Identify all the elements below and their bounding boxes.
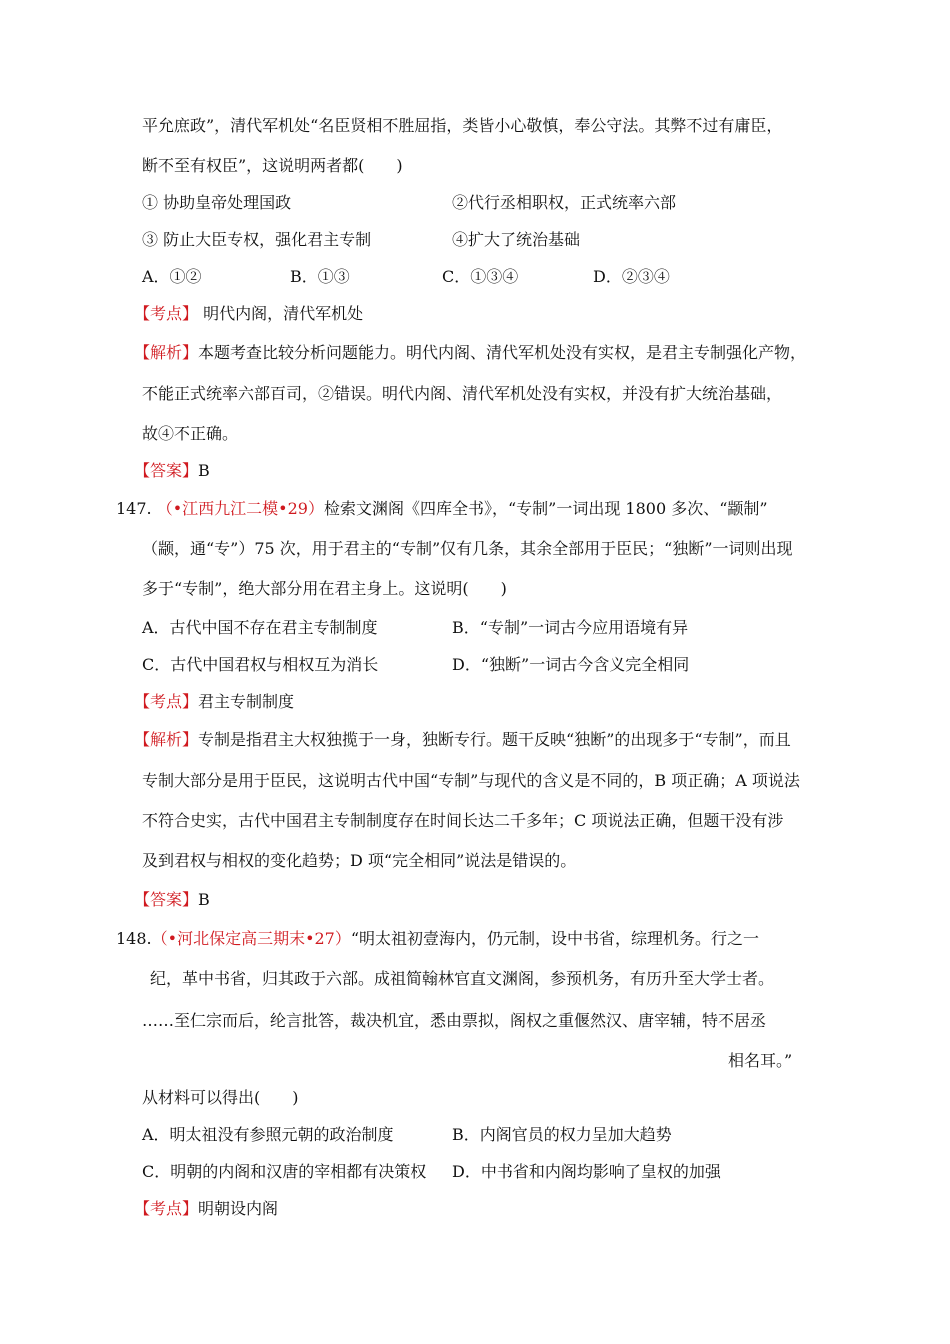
q146-jiexi-line-1 bbox=[134, 342, 806, 364]
question-source: （•河北保定高三期末•27） bbox=[151, 929, 351, 948]
question-number: 148. bbox=[116, 929, 152, 948]
daan-label: 【答案】 bbox=[134, 890, 199, 909]
q146-stem-line-1: 平允庶政”，清代军机处“名臣贤相不胜屈指，类皆小心敬慎，奉公守法。其弊不过有庸臣， bbox=[142, 116, 783, 135]
q147-jiexi-line-4: 及到君权与相权的变化趋势；D 项“完全相同”说法是错误的。 bbox=[142, 851, 577, 870]
kaodian-label: 【考点】 bbox=[134, 304, 199, 323]
daan-label: 【答案】 bbox=[134, 461, 199, 480]
q146-item-2: ②代行丞相职权，正式统率六部 bbox=[452, 193, 677, 212]
jiexi-text: 专制是指君主大权独揽于一身，独断专行。题干反映“独断”的出现多于“专制”，而且 bbox=[198, 730, 791, 749]
q147-option-c: C．古代中国君权与相权互为消长 bbox=[142, 655, 379, 674]
q146-item-3: ③ 防止大臣专权，强化君主专制 bbox=[142, 230, 372, 249]
q148-kaodian bbox=[134, 1198, 278, 1220]
q148-stem-line-1 bbox=[116, 928, 759, 950]
q147-stem-line-1 bbox=[116, 498, 768, 520]
q146-option-d: D．②③④ bbox=[593, 267, 670, 286]
q148-option-d: D．中书省和内阁均影响了皇权的加强 bbox=[452, 1162, 721, 1181]
stem-text: “明太祖初壹海内，仍元制，设中书省，综理机务。行之一 bbox=[350, 929, 760, 948]
q147-stem-line-3: 多于“专制”，绝大部分用在君主身上。这说明( ) bbox=[142, 579, 507, 598]
q148-question: 从材料可以得出( ) bbox=[142, 1088, 299, 1107]
q146-jiexi-line-3: 故④不正确。 bbox=[142, 424, 239, 443]
q147-option-a: A．古代中国不存在君主专制制度 bbox=[142, 618, 378, 637]
jiexi-label: 【解析】 bbox=[134, 730, 199, 749]
q146-option-c: C．①③④ bbox=[442, 267, 519, 286]
q146-jiexi-line-2: 不能正式统率六部百司，②错误。明代内阁、清代军机处没有实权，并没有扩大统治基础， bbox=[142, 384, 783, 403]
q146-daan bbox=[134, 460, 210, 482]
q146-option-b: B．①③ bbox=[290, 267, 350, 286]
q147-daan bbox=[134, 889, 210, 911]
kaodian-text: 君主专制制度 bbox=[198, 692, 295, 711]
q146-kaodian bbox=[134, 303, 363, 325]
q147-stem-line-2: （颛，通“专”）75 次，用于君主的“专制”仅有几条，其余全部用于臣民；“独断”一词则出现 bbox=[142, 539, 793, 558]
jiexi-label: 【解析】 bbox=[134, 343, 199, 362]
kaodian-text: 明代内阁，清代军机处 bbox=[198, 304, 364, 323]
q148-option-c: C．明朝的内阁和汉唐的宰相都有决策权 bbox=[142, 1162, 427, 1181]
q148-stem-line-3: ……至仁宗而后，纶言批答，裁决机宜，悉由票拟，阁权之重偃然汉、唐宰辅，特不居丞 bbox=[142, 1011, 767, 1030]
q147-option-b: B．“专制”一词古今应用语境有异 bbox=[452, 618, 689, 637]
q146-item-4: ④扩大了统治基础 bbox=[452, 230, 581, 249]
jiexi-text: 本题考查比较分析问题能力。明代内阁、清代军机处没有实权，是君主专制强化产物， bbox=[198, 343, 807, 362]
daan-text: B bbox=[198, 890, 210, 909]
q148-stem-line-2: 纪，革中书省，归其政于六部。成祖简翰林官直文渊阁，参预机务，有历升至大学士者。 bbox=[150, 969, 775, 988]
q148-option-a: A．明太祖没有参照元朝的政治制度 bbox=[142, 1125, 394, 1144]
q147-kaodian bbox=[134, 691, 294, 713]
q146-item-1: ① 协助皇帝处理国政 bbox=[142, 193, 292, 212]
kaodian-label: 【考点】 bbox=[134, 1199, 199, 1218]
q146-option-a: A．①② bbox=[142, 267, 202, 286]
question-number: 147. bbox=[116, 499, 152, 518]
q148-stem-line-4: 相名耳。” bbox=[728, 1051, 793, 1070]
q147-option-d: D．“独断”一词古今含义完全相同 bbox=[452, 655, 690, 674]
daan-text: B bbox=[198, 461, 210, 480]
q147-jiexi-line-2: 专制大部分是用于臣民，这说明古代中国“专制”与现代的含义是不同的，B 项正确；A 项说法 bbox=[142, 771, 800, 790]
kaodian-text: 明朝设内阁 bbox=[198, 1199, 279, 1218]
q147-jiexi-line-3: 不符合史实，古代中国君主专制制度存在时间长达二千多年；C 项说法正确，但题干没有涉 bbox=[142, 811, 784, 830]
kaodian-label: 【考点】 bbox=[134, 692, 199, 711]
q146-stem-line-2: 断不至有权臣”，这说明两者都( ) bbox=[142, 156, 403, 175]
q147-jiexi-line-1 bbox=[134, 729, 791, 751]
stem-text: 检索文渊阁《四库全书》，“专制”一词出现 1800 多次、“颛制” bbox=[323, 499, 768, 518]
question-source: （•江西九江二模•29） bbox=[156, 499, 324, 518]
q148-option-b: B．内阁官员的权力呈加大趋势 bbox=[452, 1125, 672, 1144]
